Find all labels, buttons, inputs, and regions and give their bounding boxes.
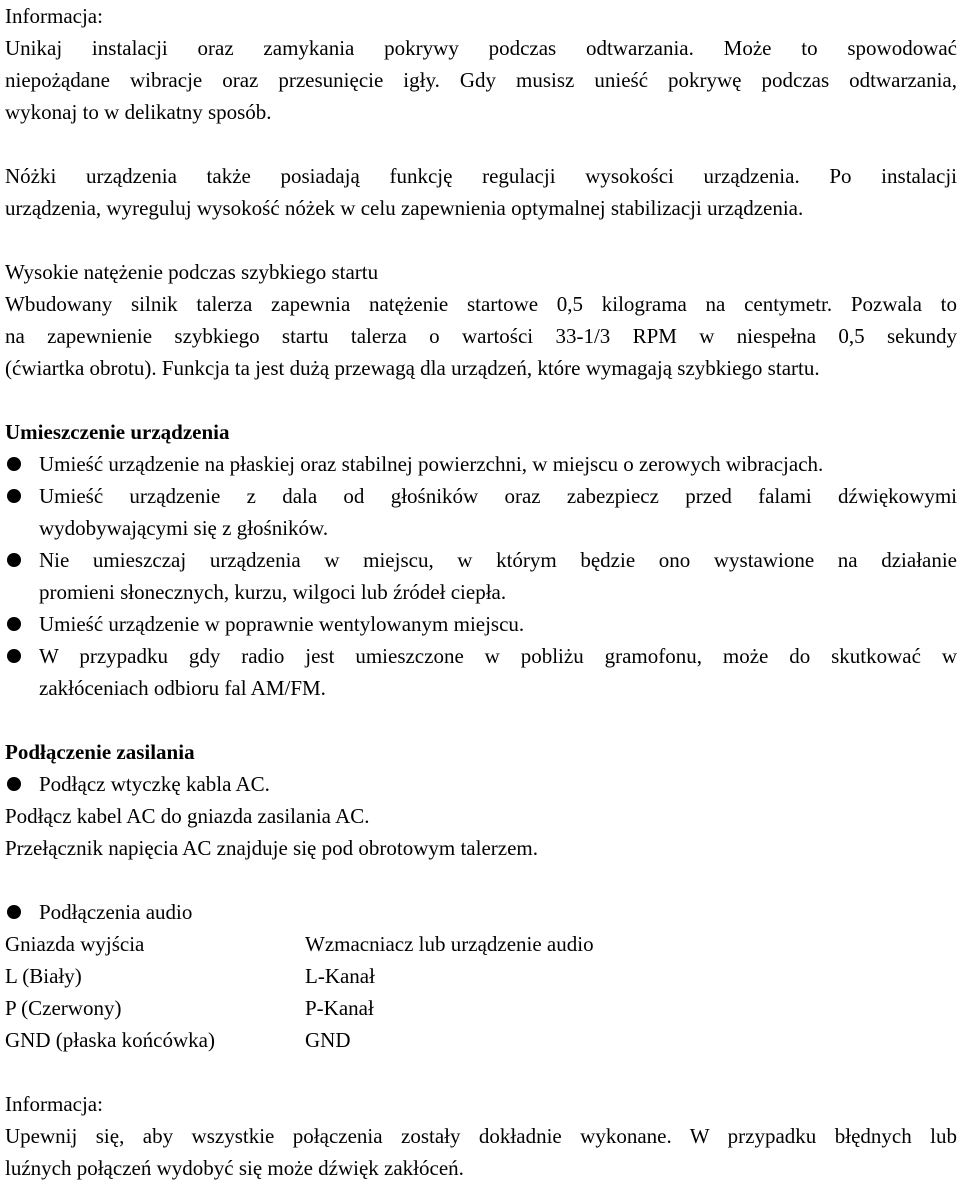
bullet-icon — [7, 649, 21, 663]
paragraph-line: (ćwiartka obrotu). Funkcja ta jest dużą przewagą dla urządzeń, które wymagają szybkiego startu. — [5, 356, 820, 380]
section-heading: Podłączenie zasilania — [5, 740, 195, 764]
list-item-text: Umieść urządzenie na płaskiej oraz stabilnej powierzchni, w miejscu o zerowych wibracjach. — [39, 452, 824, 476]
list-item — [5, 608, 957, 640]
section-heading: Wysokie natężenie podczas szybkiego startu — [5, 260, 379, 284]
table-cell: Wzmacniacz lub urządzenie audio — [305, 932, 594, 956]
table-cell: L (Biały) — [5, 964, 82, 988]
audio-connection-table — [5, 928, 957, 1056]
spacer — [5, 384, 957, 416]
document-page — [5, 0, 957, 1184]
list-item — [5, 544, 957, 608]
power-section — [5, 736, 957, 864]
list-item-text: Umieść urządzenie w poprawnie wentylowanym miejscu. — [39, 612, 525, 636]
spacer — [5, 128, 957, 160]
info-section-2 — [5, 1088, 957, 1184]
paragraph-line: Upewnij się, aby wszystkie połączenia zostały dokładnie wykonane. W przypadku błędnych lub — [5, 1124, 957, 1148]
list-item-text: Podłącz wtyczkę kabla AC. — [39, 772, 270, 796]
table-cell: L-Kanał — [305, 964, 375, 988]
table-cell: GND (płaska końcówka) — [5, 1028, 215, 1052]
bullet-icon — [7, 553, 21, 567]
paragraph-line: Wbudowany silnik talerza zapewnia natężenie startowe 0,5 kilograma na centymetr. Pozwala to — [5, 292, 957, 316]
spacer — [5, 224, 957, 256]
info-heading: Informacja: — [5, 1092, 103, 1116]
list-item-text: wydobywającymi się z głośników. — [39, 516, 329, 540]
table-row — [5, 1024, 957, 1056]
list-item-text: promieni słonecznych, kurzu, wilgoci lub źródeł ciepła. — [39, 580, 507, 604]
list-item-text: zakłóceniach odbioru fal AM/FM. — [39, 676, 326, 700]
table-row — [5, 992, 957, 1024]
list-item — [5, 896, 957, 928]
audio-section — [5, 896, 957, 1056]
bullet-icon — [7, 617, 21, 631]
list-item-text: Podłączenia audio — [39, 900, 193, 924]
info-heading: Informacja: — [5, 4, 103, 28]
spacer — [5, 1056, 957, 1088]
paragraph-line: urządzenia, wyreguluj wysokość nóżek w celu zapewnienia optymalnej stabilizacji urządzenia. — [5, 196, 804, 220]
paragraph-line: luźnych połączeń wydobyć się może dźwięk zakłóceń. — [5, 1156, 464, 1180]
list-item — [5, 480, 957, 544]
spacer — [5, 704, 957, 736]
bullet-icon — [7, 905, 21, 919]
paragraph-line: Przełącznik napięcia AC znajduje się pod obrotowym talerzem. — [5, 836, 538, 860]
spacer — [5, 864, 957, 896]
torque-section — [5, 256, 957, 384]
feet-section — [5, 160, 957, 224]
table-row — [5, 960, 957, 992]
list-item — [5, 448, 957, 480]
paragraph-line: wykonaj to w delikatny sposób. — [5, 100, 272, 124]
list-item-text: W przypadku gdy radio jest umieszczone w pobliżu gramofonu, może do skutkować w — [39, 644, 957, 668]
bullet-icon — [7, 777, 21, 791]
bullet-icon — [7, 457, 21, 471]
table-row — [5, 928, 957, 960]
list-item — [5, 640, 957, 704]
list-item — [5, 768, 957, 800]
table-cell: Gniazda wyjścia — [5, 932, 145, 956]
placement-section — [5, 416, 957, 704]
section-heading: Umieszczenie urządzenia — [5, 420, 230, 444]
paragraph-line: Unikaj instalacji oraz zamykania pokrywy podczas odtwarzania. Może to spowodować — [5, 36, 957, 60]
table-cell: P (Czerwony) — [5, 996, 122, 1020]
list-item-text: Umieść urządzenie z dala od głośników oraz zabezpiecz przed falami dźwiękowymi — [39, 484, 957, 508]
info-section-1 — [5, 0, 957, 128]
paragraph-line: na zapewnienie szybkiego startu talerza o wartości 33-1/3 RPM w niespełna 0,5 sekundy — [5, 324, 957, 348]
table-cell: P-Kanał — [305, 996, 374, 1020]
list-item-text: Nie umieszczaj urządzenia w miejscu, w którym będzie ono wystawione na działanie — [39, 548, 957, 572]
paragraph-line: Podłącz kabel AC do gniazda zasilania AC. — [5, 804, 370, 828]
paragraph-line: niepożądane wibracje oraz przesunięcie igły. Gdy musisz unieść pokrywę podczas odtwarzania, — [5, 68, 957, 92]
paragraph-line: Nóżki urządzenia także posiadają funkcję regulacji wysokości urządzenia. Po instalacji — [5, 164, 957, 188]
bullet-icon — [7, 489, 21, 503]
table-cell: GND — [305, 1028, 351, 1052]
